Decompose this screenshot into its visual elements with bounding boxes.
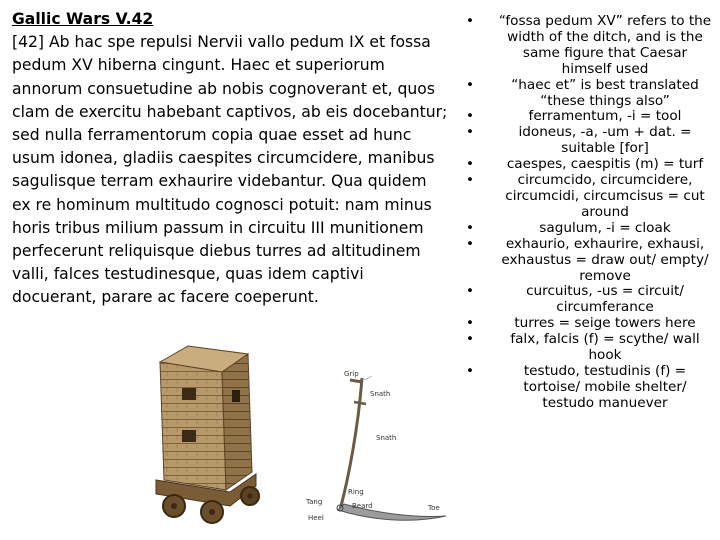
passage-line: horis tribus milium passum in circuitu III munitionem (12, 218, 424, 237)
passage-line: valli, falces testudinesque, quas idem captivi (12, 265, 364, 284)
passage-line: sed nulla ferramentorum copia quae esset ad hunc (12, 126, 412, 145)
passage-line: sagulisque terram exhaurire videbantur. Qua quidem (12, 172, 427, 191)
passage-title: Gallic Wars V.42 (12, 10, 154, 28)
note-item: • circumcido, circumcidere, circumcidi, circumcisus = cut around (466, 173, 714, 221)
scythe-label-tang: Tang (306, 498, 323, 506)
passage-line: usum idonea, gladiis caespites circumcidere, manibus (12, 149, 435, 168)
note-item: • “fossa pedum XV” refers to the width of the ditch, and is the same figure that Caesar himself used (466, 14, 714, 78)
scythe-label-snath: Snath (370, 390, 391, 398)
passage-line: ex re hominum multitudo cognosci potuit: nam minus (12, 195, 432, 214)
note-item: • sagulum, -i = cloak (466, 221, 714, 237)
note-item: • testudo, testudinis (f) = tortoise/ mobile shelter/ testudo manuever (466, 364, 714, 412)
passage-line: docuerant, parare ac facere coeperunt. (12, 288, 319, 307)
siege-tower-icon (152, 340, 280, 540)
vocabulary-notes (466, 14, 714, 412)
note-item: • idoneus, -a, -um + dat. = suitable [for] (466, 125, 714, 157)
note-item: • exhaurio, exhaurire, exhausi, exhaustus = draw out/ empty/ remove (466, 237, 714, 285)
note-item: • ferramentum, -i = tool (466, 109, 714, 125)
scythe-label-grip: Grip (344, 370, 359, 378)
passage-line: pedum XV hiberna cingunt. Haec et superiorum (12, 56, 385, 75)
scythe-label-snath-lower: Snath (376, 434, 397, 442)
note-item: • curcuitus, -us = circuit/ circumferance (466, 284, 714, 316)
passage-line: [42] Ab hac spe repulsi Nervii vallo pedum IX et fossa (12, 33, 431, 52)
scythe-label-ring: Ring (348, 488, 364, 496)
scythe-label-heel: Heel (308, 514, 324, 522)
note-item: • caespes, caespitis (m) = turf (466, 157, 714, 173)
scythe-label-beard: Beard (352, 502, 373, 510)
note-item: • falx, falcis (f) = scythe/ wall hook (466, 332, 714, 364)
passage-line: perfecerunt reliquisque diebus turres ad altitudinem (12, 242, 421, 261)
note-item: • turres = seige towers here (466, 316, 714, 332)
latin-passage (12, 8, 474, 310)
scythe-diagram-icon (300, 360, 450, 540)
note-item: • “haec et” is best translated “these things also” (466, 78, 714, 110)
scythe-label-toe: Toe (428, 504, 440, 512)
passage-line: clam de exercitu habebant captivos, ab eis docebantur; (12, 102, 448, 121)
passage-line: annorum consuetudine ab nobis cognoverant et, quos (12, 79, 435, 98)
